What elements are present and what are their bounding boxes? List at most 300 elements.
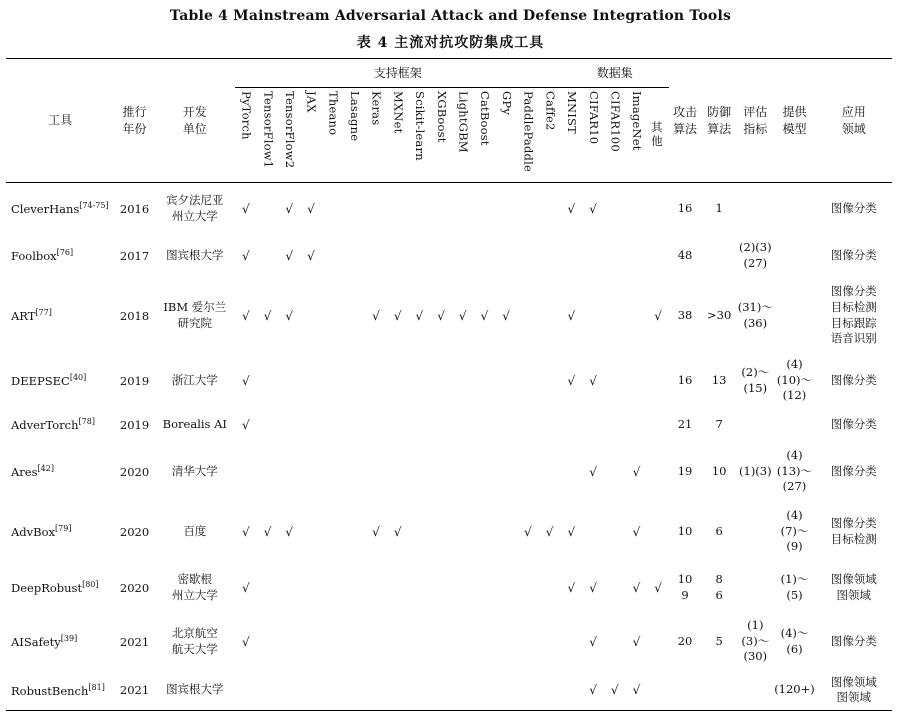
framework-check (474, 183, 496, 235)
dataset-check: √ (589, 580, 597, 595)
table-row (6, 671, 892, 711)
metric-range (737, 563, 773, 613)
model-range (773, 183, 815, 235)
framework-check (517, 563, 539, 613)
framework-check (322, 407, 344, 443)
dataset-check: √ (589, 683, 597, 698)
framework-check (387, 407, 409, 443)
framework-check (278, 563, 300, 613)
framework-check (300, 563, 322, 613)
framework-check: √ (545, 524, 554, 539)
framework-check: √ (263, 524, 272, 539)
release-year: 2020 (119, 580, 150, 595)
table-row (6, 355, 892, 407)
framework-check (495, 235, 517, 277)
dataset-check: √ (567, 373, 576, 388)
dataset-check (582, 277, 604, 355)
table-row (6, 501, 892, 563)
framework-check (517, 407, 539, 443)
developer-org: 清华大学 (171, 463, 218, 478)
framework-check (387, 563, 409, 613)
framework-check (539, 355, 561, 407)
framework-check (387, 183, 409, 235)
application-domain: 图像领域 图领域 (830, 674, 877, 705)
header-metric: 评估 指标 (737, 59, 773, 183)
framework-check (474, 235, 496, 277)
framework-check (408, 563, 430, 613)
framework-header: LightGBM (456, 90, 471, 153)
dataset-check (626, 183, 648, 235)
framework-check (430, 563, 452, 613)
header-attack: 攻击 算法 (669, 59, 701, 183)
dataset-check: √ (654, 308, 662, 323)
framework-check: √ (242, 634, 250, 649)
framework-check (408, 613, 430, 671)
dataset-check (604, 355, 626, 407)
framework-check (430, 613, 452, 671)
application-domain: 图像分类 (830, 247, 877, 262)
developer-org: 百度 (183, 523, 207, 538)
table-row (6, 613, 892, 671)
model-range: (4) (10)～ (12) (776, 357, 813, 403)
dataset-check: √ (567, 308, 576, 323)
framework-check (517, 671, 539, 711)
attack-count: 16 (677, 372, 693, 387)
framework-check (408, 355, 430, 407)
application-domain: 图像分类 (830, 200, 877, 215)
framework-check (430, 671, 452, 711)
dataset-check (582, 235, 604, 277)
dataset-check (647, 355, 669, 407)
metric-range (737, 183, 773, 235)
framework-check (257, 613, 279, 671)
framework-check: √ (242, 201, 250, 216)
dataset-check (561, 443, 583, 501)
tool-name: AISafety[39] (11, 634, 78, 649)
developer-org: IBM 爱尔兰 研究院 (163, 299, 227, 330)
framework-check (300, 671, 322, 711)
framework-check (408, 407, 430, 443)
dataset-check (561, 235, 583, 277)
dataset-check (604, 501, 626, 563)
developer-org: Borealis AI (162, 416, 227, 431)
dataset-check: √ (610, 683, 619, 698)
framework-check (322, 563, 344, 613)
framework-check (322, 501, 344, 563)
framework-check: √ (307, 201, 315, 216)
framework-check: √ (242, 524, 250, 539)
tool-name: DeepRobust[80] (11, 580, 99, 595)
tool-name: DEEPSEC[40] (11, 373, 87, 388)
framework-check (300, 501, 322, 563)
application-domain: 图像分类 (830, 416, 877, 431)
defense-count (701, 671, 737, 711)
framework-check (343, 501, 365, 563)
framework-check (257, 355, 279, 407)
framework-check: √ (242, 248, 250, 263)
framework-header: PyTorch (239, 90, 254, 140)
dataset-check (561, 671, 583, 711)
framework-check (365, 443, 387, 501)
framework-check (539, 671, 561, 711)
framework-check (387, 355, 409, 407)
header-domain: 应用 领域 (816, 59, 892, 183)
metric-range: (31)～ (36) (737, 299, 773, 330)
dataset-check (561, 613, 583, 671)
framework-check (322, 671, 344, 711)
framework-check: √ (502, 308, 510, 323)
framework-header: Scikit-learn (413, 90, 428, 161)
framework-check (257, 407, 279, 443)
release-year: 2019 (119, 417, 150, 432)
framework-check (539, 235, 561, 277)
framework-check (322, 235, 344, 277)
framework-check (539, 613, 561, 671)
framework-check: √ (285, 524, 294, 539)
framework-check (343, 235, 365, 277)
developer-org: 图宾根大学 (166, 682, 224, 697)
framework-check (365, 235, 387, 277)
framework-check (300, 443, 322, 501)
framework-header: GPy (499, 90, 514, 115)
release-year: 2017 (119, 248, 150, 263)
framework-check (495, 355, 517, 407)
framework-check (408, 235, 430, 277)
framework-check (474, 443, 496, 501)
tool-name: RobustBench[81] (11, 682, 105, 698)
framework-check (235, 443, 257, 501)
attack-count (669, 671, 701, 711)
dataset-check (647, 407, 669, 443)
dataset-check: √ (632, 683, 641, 698)
framework-check (257, 235, 279, 277)
dataset-check: √ (632, 580, 641, 595)
table-row (6, 407, 892, 443)
dataset-header: MNIST (565, 90, 580, 134)
framework-check: √ (393, 524, 402, 539)
dataset-header: CIFAR100 (608, 90, 623, 152)
framework-check (343, 183, 365, 235)
framework-check (452, 671, 474, 711)
attack-count: 20 (677, 633, 693, 648)
metric-range: (1)(3) (739, 463, 772, 478)
dataset-check: √ (589, 634, 597, 649)
tool-name: Ares[42] (11, 464, 54, 479)
application-domain: 图像分类 目标检测 (830, 515, 877, 546)
framework-check: √ (458, 308, 467, 323)
header-year: 推行 年份 (114, 59, 154, 183)
framework-check (278, 407, 300, 443)
framework-check (452, 563, 474, 613)
dataset-check: √ (567, 201, 576, 216)
dataset-check (604, 407, 626, 443)
framework-check (517, 277, 539, 355)
framework-check (539, 443, 561, 501)
framework-check (408, 501, 430, 563)
framework-header: XGBoost (434, 90, 449, 143)
attack-count: 10 9 (677, 571, 693, 602)
framework-check (452, 501, 474, 563)
metric-range (737, 671, 773, 711)
model-range: (120+) (774, 682, 815, 697)
model-range (773, 235, 815, 277)
framework-check (278, 443, 300, 501)
framework-check (539, 563, 561, 613)
framework-check (452, 407, 474, 443)
framework-check: √ (285, 248, 294, 263)
framework-check (365, 355, 387, 407)
framework-check: √ (242, 580, 250, 595)
header-model: 提供 模型 (773, 59, 815, 183)
framework-check: √ (242, 417, 250, 432)
dataset-check: √ (632, 524, 641, 539)
framework-check (365, 407, 387, 443)
attack-count: 10 (677, 523, 693, 538)
framework-check (452, 355, 474, 407)
attack-count: 21 (677, 416, 693, 431)
model-range (773, 277, 815, 355)
dataset-check (604, 277, 626, 355)
defense-count: 7 (715, 416, 723, 431)
framework-check (365, 671, 387, 711)
metric-range (737, 407, 773, 443)
framework-header: Theano (326, 90, 341, 135)
framework-check (495, 183, 517, 235)
framework-header: Keras (369, 90, 384, 125)
framework-check: √ (523, 524, 532, 539)
release-year: 2019 (119, 373, 150, 388)
table-row (6, 563, 892, 613)
application-domain: 图像分类 (830, 633, 877, 648)
framework-header: PaddlePaddle (521, 90, 536, 172)
defense-count (701, 235, 737, 277)
dataset-check (604, 235, 626, 277)
metric-range: (2)～ (15) (741, 364, 770, 395)
framework-check (452, 613, 474, 671)
dataset-header: CIFAR10 (586, 90, 601, 144)
dataset-check (582, 501, 604, 563)
framework-check: √ (415, 308, 424, 323)
dataset-check (626, 277, 648, 355)
header-datasets-group: 数据集 (561, 59, 669, 88)
developer-org: 宾夕法尼亚 州立大学 (166, 193, 224, 223)
framework-check (278, 355, 300, 407)
framework-check (474, 501, 496, 563)
framework-check (517, 613, 539, 671)
dataset-check: √ (589, 373, 597, 388)
model-range: (4) (7)～ (9) (780, 508, 809, 554)
model-range: (1)～ (5) (780, 571, 809, 602)
dataset-check (626, 355, 648, 407)
framework-header: CatBoost (478, 90, 493, 146)
dataset-check (604, 613, 626, 671)
framework-check (539, 183, 561, 235)
tool-name: AdverTorch[78] (11, 417, 95, 432)
dataset-check: √ (632, 464, 641, 479)
framework-check (365, 563, 387, 613)
framework-check (408, 183, 430, 235)
table-row (6, 277, 892, 355)
framework-check (452, 183, 474, 235)
framework-check (474, 613, 496, 671)
framework-check (387, 443, 409, 501)
developer-org: 浙江大学 (171, 372, 218, 387)
framework-check (474, 563, 496, 613)
defense-count: 1 (715, 200, 723, 215)
metric-range (737, 501, 773, 563)
framework-check (257, 671, 279, 711)
framework-check (343, 613, 365, 671)
table-row (6, 443, 892, 501)
dataset-check: √ (589, 201, 597, 216)
attack-count: 48 (677, 247, 693, 262)
application-domain: 图像领域 图领域 (830, 571, 877, 602)
framework-check (452, 235, 474, 277)
developer-org: 图宾根大学 (166, 247, 224, 262)
defense-count: >30 (707, 307, 732, 322)
framework-check (539, 407, 561, 443)
defense-count: 6 (715, 523, 723, 538)
dataset-check (647, 501, 669, 563)
framework-check (517, 355, 539, 407)
attack-count: 19 (677, 463, 693, 478)
framework-check (322, 355, 344, 407)
framework-check (365, 183, 387, 235)
application-domain: 图像分类 目标检测 目标跟踪 语音识别 (830, 284, 877, 346)
attack-count: 38 (677, 307, 693, 322)
framework-check (322, 613, 344, 671)
framework-check (495, 613, 517, 671)
header-tool: 工具 (6, 59, 114, 183)
application-domain: 图像分类 (830, 372, 877, 387)
framework-check (257, 563, 279, 613)
framework-header: TensorFlow1 (261, 90, 276, 168)
framework-check (452, 443, 474, 501)
defense-count: 8 6 (715, 571, 723, 602)
framework-check (278, 671, 300, 711)
framework-check (322, 277, 344, 355)
framework-header: MXNet (391, 90, 406, 133)
tool-name: CleverHans[74-75] (11, 201, 109, 217)
model-range (773, 407, 815, 443)
metric-range: (2)(3) (27) (739, 239, 772, 270)
framework-check (408, 443, 430, 501)
framework-check (517, 443, 539, 501)
tools-table (6, 58, 892, 711)
dataset-check (604, 563, 626, 613)
framework-header: Lasagne (348, 90, 363, 141)
header-frameworks-group: 支持框架 (235, 59, 561, 88)
framework-check: √ (372, 308, 380, 323)
framework-check (474, 671, 496, 711)
framework-check (430, 501, 452, 563)
framework-check (430, 407, 452, 443)
framework-check (343, 671, 365, 711)
dataset-check (647, 183, 669, 235)
defense-count: 10 (711, 463, 727, 478)
tool-name: ART[77] (11, 308, 52, 323)
tool-name: AdvBox[79] (11, 524, 72, 539)
framework-check (495, 671, 517, 711)
framework-check (474, 407, 496, 443)
header-defense: 防御 算法 (701, 59, 737, 183)
framework-check: √ (372, 524, 380, 539)
framework-check (495, 501, 517, 563)
dataset-check (582, 407, 604, 443)
framework-check (474, 355, 496, 407)
framework-header: JAX (304, 90, 319, 113)
table-row (6, 235, 892, 277)
framework-check: √ (263, 308, 272, 323)
dataset-check (647, 671, 669, 711)
dataset-check (561, 407, 583, 443)
framework-check (300, 355, 322, 407)
dataset-check: √ (589, 464, 597, 479)
model-range: (4)～ (6) (780, 625, 809, 656)
framework-check (387, 235, 409, 277)
framework-check (343, 355, 365, 407)
dataset-check: √ (567, 524, 576, 539)
framework-check (408, 671, 430, 711)
framework-check (343, 563, 365, 613)
framework-check (430, 183, 452, 235)
table-row (6, 183, 892, 235)
framework-check: √ (242, 373, 250, 388)
defense-count: 13 (711, 372, 727, 387)
framework-check (300, 407, 322, 443)
attack-count: 16 (677, 200, 693, 215)
release-year: 2016 (119, 201, 150, 216)
defense-count: 5 (715, 633, 723, 648)
dataset-check: √ (567, 580, 576, 595)
framework-check: √ (393, 308, 402, 323)
metric-range: (1) (3)～ (30) (741, 618, 770, 664)
release-year: 2021 (119, 683, 150, 698)
dataset-check (647, 613, 669, 671)
framework-check (300, 613, 322, 671)
framework-check (300, 277, 322, 355)
dataset-check (604, 443, 626, 501)
framework-header: Caffe2 (543, 90, 558, 130)
developer-org: 北京航空 航天大学 (171, 625, 218, 656)
table-title-zh: 表 4 主流对抗攻防集成工具 (356, 35, 545, 51)
framework-check: √ (480, 308, 489, 323)
framework-check (495, 563, 517, 613)
table-title-en: Table 4 Mainstream Adversarial Attack and Defense Integration Tools (169, 8, 732, 24)
framework-check (430, 235, 452, 277)
dataset-check (626, 407, 648, 443)
release-year: 2020 (119, 524, 150, 539)
tool-name: Foolbox[76] (11, 248, 74, 263)
developer-org: 密歇根 州立大学 (171, 571, 218, 602)
framework-check (517, 235, 539, 277)
release-year: 2021 (119, 634, 150, 649)
release-year: 2018 (119, 308, 150, 323)
framework-check: √ (285, 308, 294, 323)
dataset-check: √ (632, 634, 641, 649)
framework-check (322, 443, 344, 501)
framework-check (430, 355, 452, 407)
framework-check (235, 671, 257, 711)
dataset-header: ImageNet (630, 90, 645, 151)
framework-check (343, 277, 365, 355)
framework-check: √ (307, 248, 315, 263)
framework-check (430, 443, 452, 501)
framework-check (278, 613, 300, 671)
release-year: 2020 (119, 464, 150, 479)
framework-check: √ (437, 308, 445, 323)
application-domain: 图像分类 (830, 463, 877, 478)
